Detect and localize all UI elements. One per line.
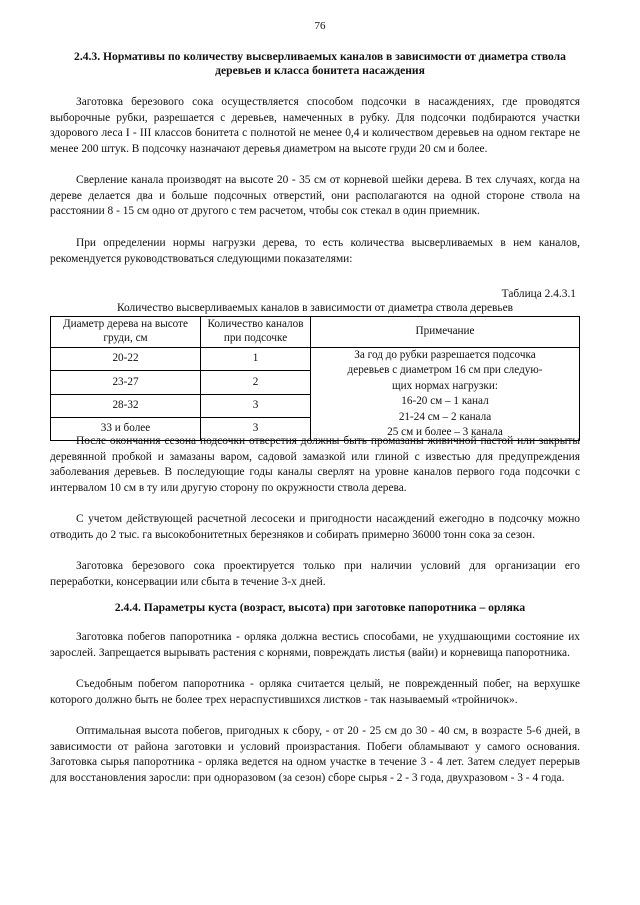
cell-note <box>311 348 580 441</box>
page-number: 76 <box>314 20 326 32</box>
channels-table <box>50 316 580 441</box>
paragraph-edible-shoot: Съедобным побегом папоротника - орляка считается целый, не поврежденный побег, на верхушке которого должно быть не более трех нераспустившихся листков - так называемый «тройничок». <box>50 678 580 706</box>
paragraph-after-season: После окончания сезона подсочки отверстия должны быть промазаны живичной пастой или закрыты деревянной пробкой и замазаны варом, садовой замазкой или глиной с известью для предупреждения заболевания деревьев. В последующие годы каналы сверлят на уровне каналов первого года подсочки с интервалом 10 см в ту или другую сторону по окружности ствола дерева. <box>50 435 580 494</box>
note-line: деревьев с диаметром 16 см при следую- <box>347 364 543 377</box>
paragraph-fern-methods: Заготовка побегов папоротника - орляка должна вестись способами, не ухудшающими состояние их зарослей. Запрещается вырывать растения с корнями, повреждать листья (вайи) и корневища папоротника. <box>50 631 580 659</box>
note-line: За год до рубки разрешается подсочка <box>354 349 536 361</box>
cell-channels: 2 <box>201 371 311 394</box>
table-row <box>51 348 580 371</box>
paragraph-annual-volume: С учетом действующей расчетной лесосеки и пригодности насаждений ежегодно в подсочку можно отводить до 2 тыс. га высокобонитетных березняков и собирать примерно 36000 тонн сока за сезон. <box>50 513 580 541</box>
cell-diameter: 33 и более <box>51 418 201 441</box>
cell-channels: 3 <box>201 418 311 441</box>
note-line: 16-20 см – 1 канал <box>401 395 489 408</box>
section-heading-2-4-3: 2.4.3. Нормативы по количеству высверливаемых каналов в зависимости от диаметра ствола деревьев и класса бонитета насаждения <box>74 50 566 77</box>
paragraph-optimal-height: Оптимальная высота побегов, пригодных к сбору, - от 20 - 25 см до 30 - 40 см, в возрасте 5-6 дней, в зависимости от района заготовки и условий произрастания. Побеги обламывают у самого основания. Заготовка сырья папоротника - орляка ведется на одном участке в течение 3 - 4 лет. Затем следует перерыв для восстановления заросли: при одноразовом (за сезон) сборе сырья - 2 - 3 года, двухразовом - 3 - 4 года. <box>50 725 580 784</box>
cell-channels: 1 <box>201 348 311 371</box>
paragraph-load-norms: При определении нормы нагрузки дерева, то есть количества высверливаемых в нем каналов, рекомендуется руководствоваться следующими показателями: <box>50 237 580 265</box>
paragraph-drilling: Сверление канала производят на высоте 20 - 35 см от корневой шейки дерева. В тех случаях, когда на дереве делается два и больше подсочных отверстий, они располагаются на одной стороне ствола на расстоянии 8 - 15 см одно от другого с тем расчетом, чтобы сок стекал в один приемник. <box>50 174 580 218</box>
cell-diameter: 28-32 <box>51 394 201 417</box>
cell-channels: 3 <box>201 394 311 417</box>
table-header-row <box>51 317 580 348</box>
note-line: 25 см и более – 3 канала <box>387 426 503 439</box>
paragraph-sap-harvesting: Заготовка березового сока осуществляется способом подсочки в насаждениях, где проводятся выборочные рубки, разрешается с деревьев, намеченных в рубку. Для подсочки подбираются участки здорового леса I - III классов бонитета с полнотой не менее 0,4 и количеством деревьев на одном гектаре не менее 200 штук. В подсочку назначают деревья диаметром на высоте груди 20 см и более. <box>50 96 580 155</box>
table-caption: Количество высверливаемых каналов в зависимости от диаметра ствола деревьев <box>116 302 514 314</box>
table-number: Таблица 2.4.3.1 <box>501 288 576 300</box>
section-heading-2-4-4: 2.4.4. Параметры куста (возраст, высота) при заготовке папоротника – орляка <box>114 601 526 614</box>
header-diameter: Диаметр дерева на высоте груди, см <box>51 317 201 348</box>
header-note: Примечание <box>311 317 580 348</box>
note-line: щих нормах нагрузки: <box>392 379 498 392</box>
header-channels: Количество каналов при подсочке <box>201 317 311 348</box>
note-line: 21-24 см – 2 канала <box>398 410 492 423</box>
cell-diameter: 23-27 <box>51 371 201 394</box>
cell-diameter: 20-22 <box>51 348 201 371</box>
paragraph-processing: Заготовка березового сока проектируется только при наличии условий для организации его переработки, консервации или сбыта в течение 3-х дней. <box>50 560 580 588</box>
